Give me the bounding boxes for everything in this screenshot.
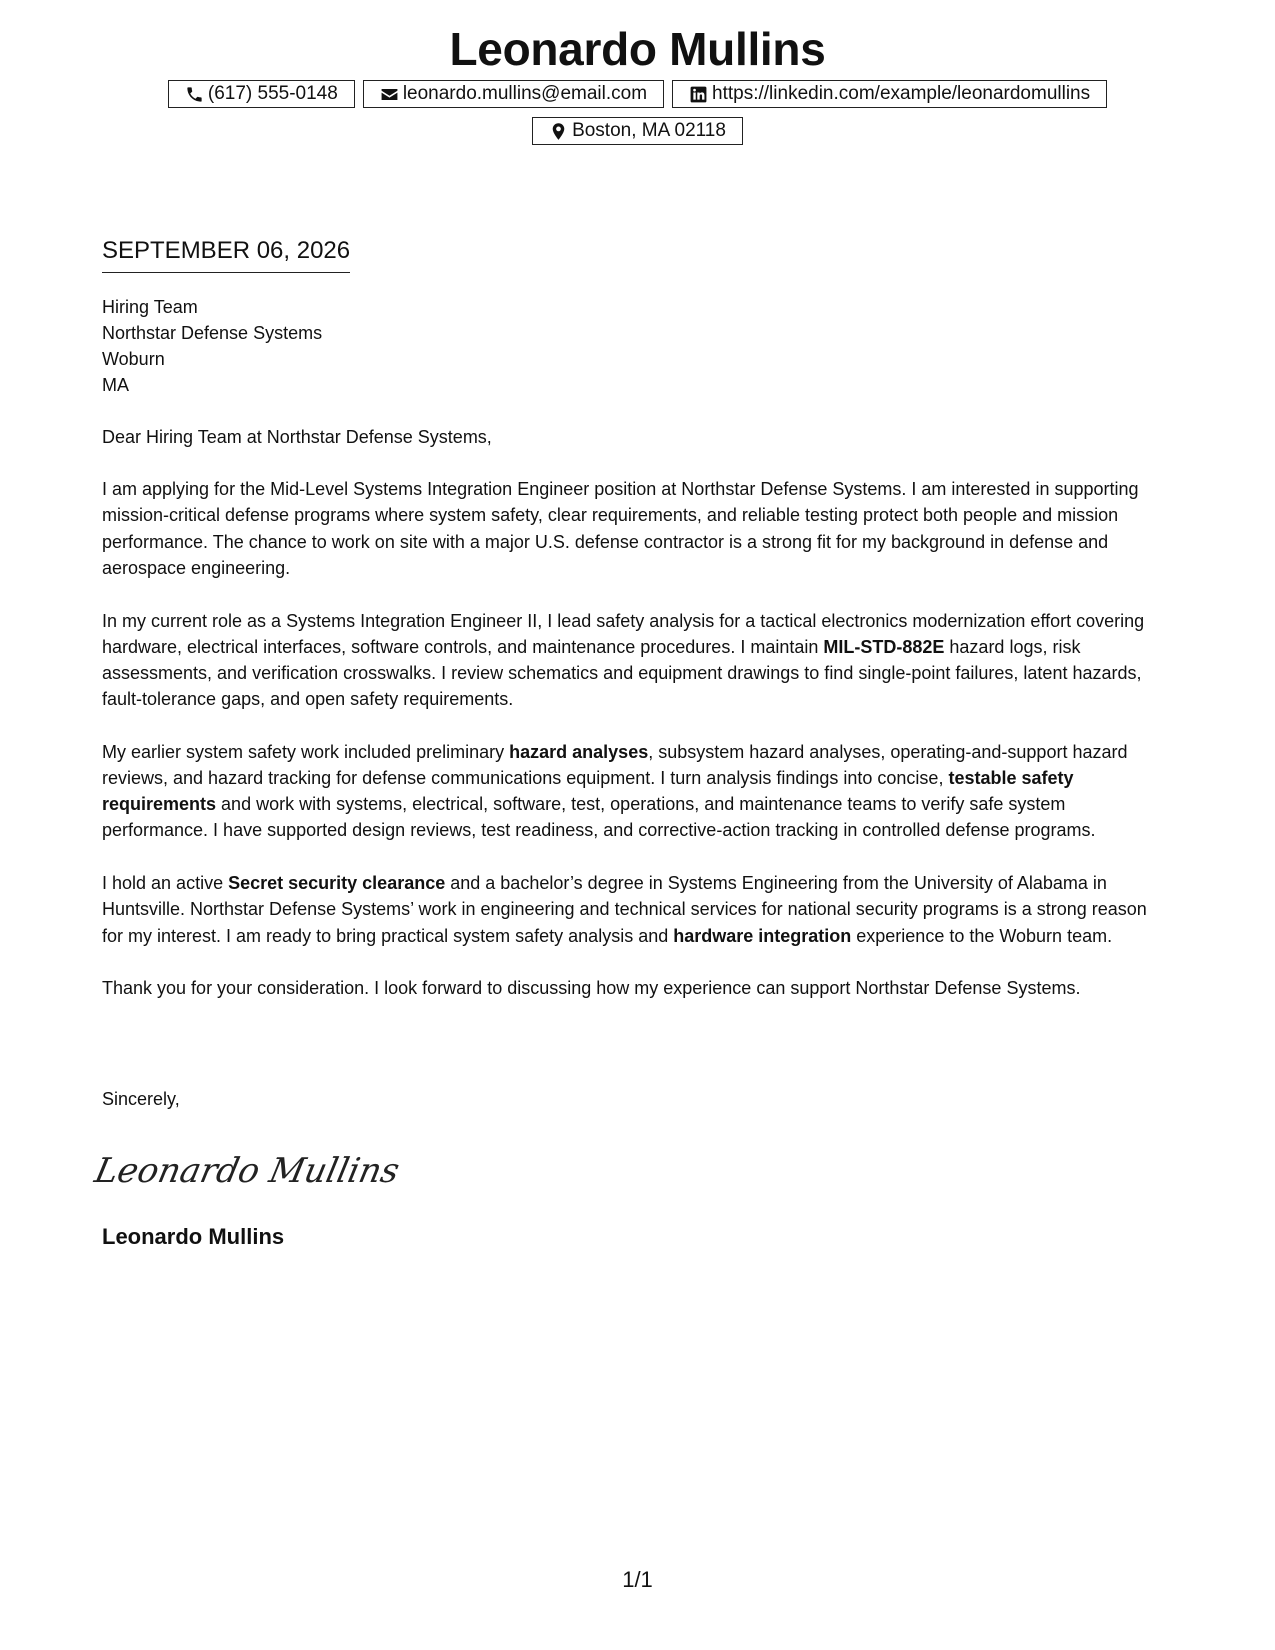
bold-text: MIL-STD-882E: [823, 636, 945, 657]
bold-text: testable safety requirements: [102, 768, 1074, 815]
paragraph-5: Thank you for your consideration. I look forward to discussing how my experience can support Northstar Defense Systems.: [102, 978, 1081, 999]
contact-row: [0, 80, 1275, 108]
phone-chip[interactable]: [168, 80, 355, 108]
svg-text:Leonardo Mullins: Leonardo Mullins: [91, 1151, 403, 1191]
page-number: 1/1: [622, 1567, 653, 1592]
recipient-state: MA: [102, 375, 129, 395]
paragraph-2: In my current role as a Systems Integration Engineer II, I lead safety analysis for a tactical electronics modernization effort covering hardware, electrical interfaces, software controls, and maintenance procedures. I maintain MIL-STD-882E hazard logs, risk assessments, and verification crosswalks. I review schematics and equipment drawings to find single-point failures, latent hazards, fault-tolerance gaps, and open safety requirements.: [102, 610, 1145, 710]
salutation: Dear Hiring Team at Northstar Defense Systems,: [102, 427, 492, 447]
location-chip: [532, 117, 743, 145]
map-marker-icon: [549, 122, 568, 141]
handwritten-signature: [91, 1140, 403, 1205]
contact-row-2: [0, 117, 1275, 145]
bold-text: hazard analyses: [509, 741, 649, 762]
applicant-name: Leonardo Mullins: [449, 23, 826, 75]
closing: Sincerely,: [102, 1089, 180, 1109]
letter-date: SEPTEMBER 06, 2026: [102, 234, 350, 273]
recipient-block: [102, 294, 322, 398]
letter-body: [102, 424, 1172, 1028]
location-text: Boston, MA 02118: [572, 120, 726, 141]
phone-text: (617) 555-0148: [207, 83, 338, 104]
envelope-icon: [380, 85, 399, 104]
recipient-line: Hiring Team: [102, 297, 198, 317]
paragraph-4: I hold an active Secret security clearance and a bachelor’s degree in Systems Engineering from the University of Alabama in Huntsville. Northstar Defense Systems’ work in engineering and technical services for national security programs is a strong reason for my interest. I am ready to bring practical system safety analysis and hardware integration experience to the Woburn team.: [102, 873, 1147, 946]
email-chip[interactable]: [363, 80, 664, 108]
signer-name: Leonardo Mullins: [102, 1224, 285, 1249]
linkedin-icon: [689, 85, 708, 104]
linkedin-text: https://linkedin.com/example/leonardomullins: [712, 83, 1091, 104]
paragraph-3: My earlier system safety work included preliminary hazard analyses, subsystem hazard analyses, operating-and-support hazard reviews, and hazard tracking for defense communications equipment. I turn analysis findings into concise, testable safety requirements and work with systems, electrical, software, test, operations, and maintenance teams to verify safe system performance. I have supported design reviews, test readiness, and corrective-action tracking in controlled defense programs.: [102, 741, 1128, 841]
recipient-company: Northstar Defense Systems: [102, 323, 323, 343]
bold-text: Secret security clearance: [228, 873, 446, 894]
recipient-city: Woburn: [102, 349, 165, 369]
phone-icon: [185, 85, 204, 104]
paragraph-1: I am applying for the Mid-Level Systems Integration Engineer position at Northstar Defense Systems. I am interested in supporting mission-critical defense programs where system safety, clear requirements, and reliable testing protect both people and mission performance. The chance to work on site with a major U.S. defense contractor is a strong fit for my background in defense and aerospace engineering.: [102, 479, 1139, 578]
email-text: leonardo.mullins@email.com: [402, 83, 648, 104]
linkedin-chip[interactable]: [672, 80, 1107, 108]
bold-text: hardware integration: [673, 925, 852, 946]
